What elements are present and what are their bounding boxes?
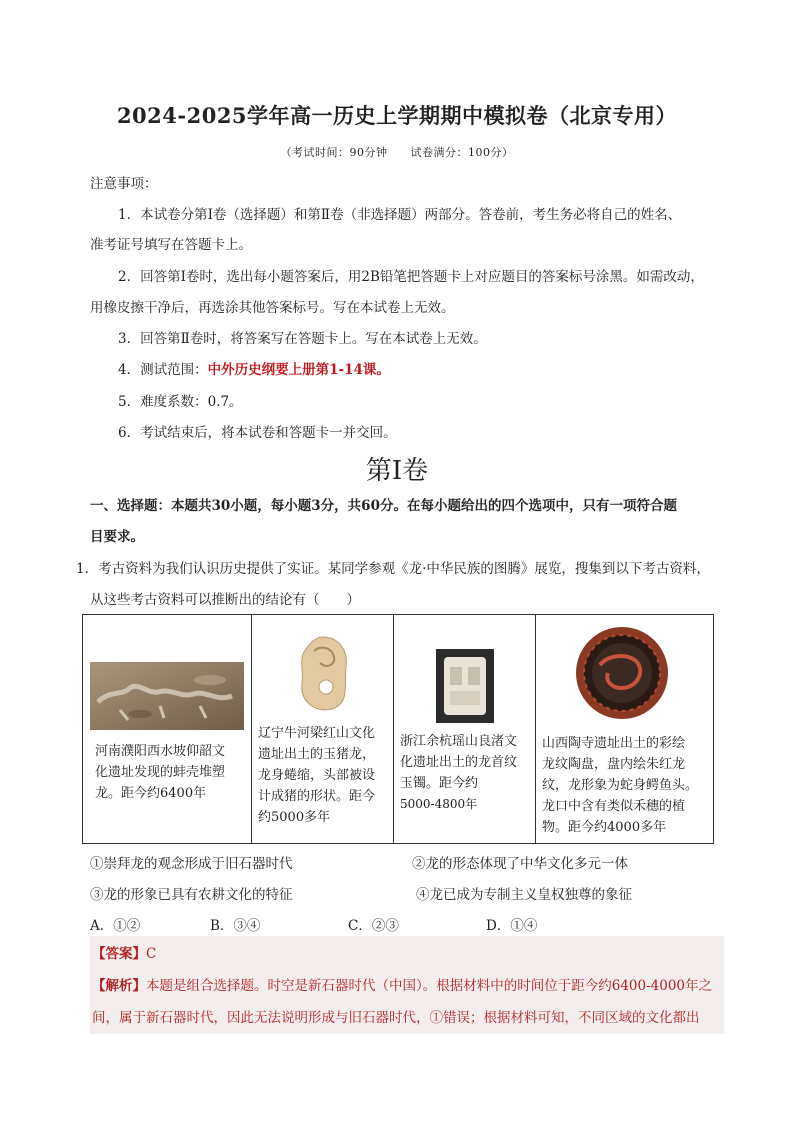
analysis-tag: 【解析】	[92, 978, 146, 994]
analysis-text-1: 本题是组合选择题。时空是新石器时代（中国）。根据材料中的时间位于距今约6400-4000年之	[146, 978, 713, 994]
answer-line	[92, 944, 156, 965]
note-5: 5．难度系数：0.7。	[118, 394, 243, 410]
exam-info: （考试时间：90分钟 试卷满分：100分）	[280, 146, 514, 159]
section-instructions-line-1: 一、选择题：本题共30小题，每小题3分，共60分。在每小题给出的四个选项中，只有一项符合题	[90, 498, 677, 514]
answer-tag: 【答案】	[92, 946, 146, 962]
figure-cell-3	[394, 615, 536, 844]
analysis-line-2: 间，属于新石器时代，因此无法说明形成与旧石器时代，①错误；根据材料可知，不同区域的文化都出	[92, 1010, 700, 1026]
note-6: 6．考试结束后，将本试卷和答题卡一并交回。	[118, 425, 397, 441]
shell-dragon-photo	[90, 662, 244, 730]
figure-table	[82, 614, 714, 844]
figure-cell-2	[252, 615, 394, 844]
note-2-line-1: 2．回答第Ⅰ卷时，选出每小题答案后，用2B铅笔把答题卡上对应题目的答案标号涂黑。如需改动，	[118, 269, 704, 285]
question-1-stem-line-1	[76, 559, 710, 579]
notes-heading: 注意事项：	[90, 176, 158, 192]
statement-1: ①崇拜龙的观念形成于旧石器时代	[90, 856, 293, 872]
figure-3-caption: 浙江余杭瑶山良渚文 化遗址出土的龙首纹 玉镯。距今约 5000-4800年	[400, 734, 518, 811]
note-3: 3．回答第Ⅱ卷时，将答案写在答题卡上。写在本试卷上无效。	[118, 331, 487, 347]
answer-value: C	[146, 946, 157, 962]
note-4	[118, 360, 390, 380]
note-2-line-2: 用橡皮擦干净后，再选涂其他答案标号。写在本试卷上无效。	[90, 300, 455, 316]
figure-cell-1	[83, 615, 252, 844]
option-a: A．①②	[90, 918, 141, 934]
test-scope: 中外历史纲要上册第1-14课。	[207, 362, 390, 378]
question-1-stem-line-2: 从这些考古资料可以推断出的结论有（ ）	[90, 592, 360, 608]
painted-dragon-plate-photo	[574, 625, 670, 721]
jade-bracelet-photo	[436, 649, 494, 723]
section-instructions-line-2: 目要求。	[90, 529, 144, 545]
figure-4-caption: 山西陶寺遗址出土的彩绘 龙纹陶盘，盘内绘朱红龙 纹，龙形象为蛇身鳄鱼头。 龙口中含有类似禾穗的植 物。距今约4000多年	[542, 736, 699, 835]
option-b: B．③④	[210, 918, 261, 934]
section-title: 第Ⅰ卷	[365, 456, 429, 486]
figure-cell-4	[536, 615, 714, 844]
jade-pig-dragon-photo	[292, 633, 356, 713]
note-4-prefix: 4．测试范围：	[118, 362, 208, 378]
statement-3: ③龙的形象已具有农耕文化的特征	[90, 887, 293, 903]
figure-2-caption: 辽宁牛河梁红山文化 遗址出土的玉猪龙， 龙身蜷缩，头部被设 计成猪的形状。距今 约5000多年	[258, 726, 376, 825]
option-d: D．①④	[486, 918, 538, 934]
figure-1-caption: 河南濮阳西水坡仰韶文 化遗址发现的蚌壳堆塑 龙。距今约6400年	[95, 744, 226, 801]
statement-2: ②龙的形态体现了中华文化多元一体	[412, 856, 628, 872]
page-title: 2024-2025学年高一历史上学期期中模拟卷（北京专用）	[116, 103, 678, 128]
analysis-line-1	[92, 976, 712, 997]
note-1-line-1: 1．本试卷分第Ⅰ卷（选择题）和第Ⅱ卷（非选择题）两部分。答卷前，考生务必将自己的姓名、	[118, 207, 682, 223]
note-1-line-2: 准考证号填写在答题卡上。	[90, 237, 252, 253]
question-number: 1．	[76, 561, 99, 577]
question-stem-text: 考古资料为我们认识历史提供了实证。某同学参观《龙·中华民族的图腾》展览，搜集到以下考古资料，	[98, 561, 710, 577]
option-c: C．②③	[348, 918, 399, 934]
statement-4: ④龙已成为专制主义皇权独尊的象征	[416, 887, 632, 903]
